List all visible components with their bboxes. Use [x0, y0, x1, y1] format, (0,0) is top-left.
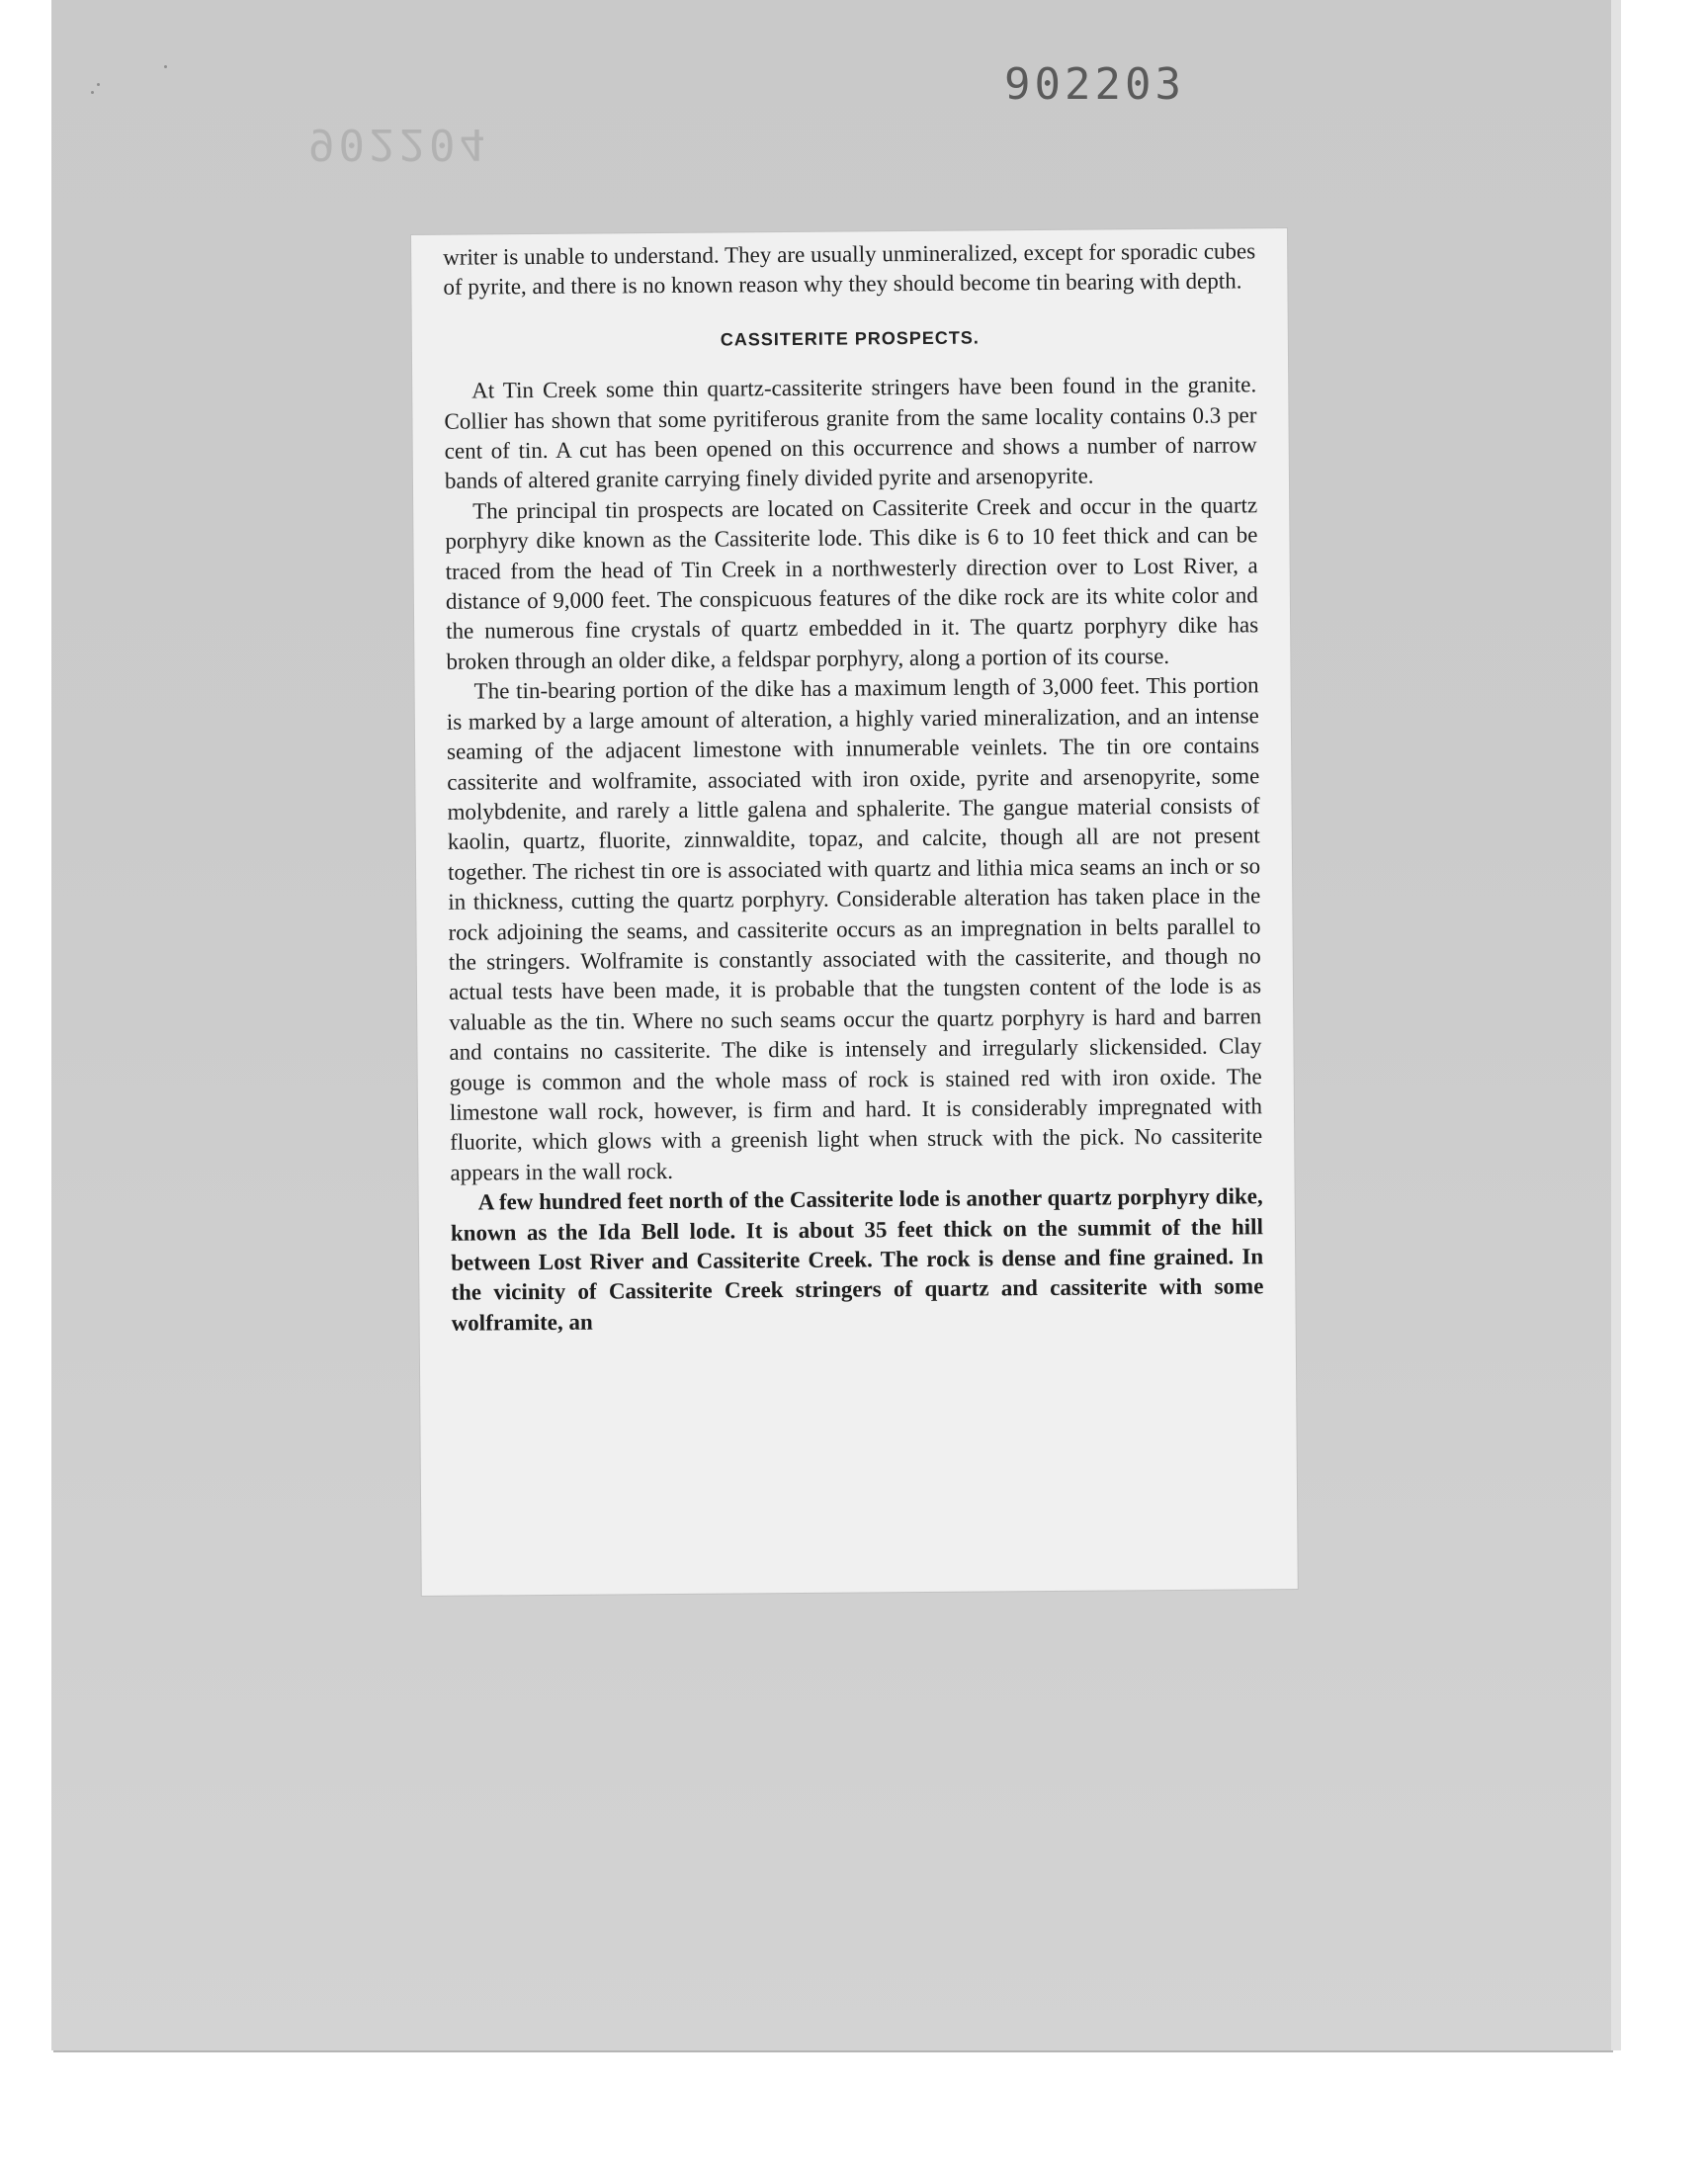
paragraph-ida-bell-lode: A few hundred feet north of the Cassiterite lode is another quartz porphyry dike, known as the Ida Bell lode. It is about 35 feet thick on the summit of the hill between Lost River and Cassiterite Creek. The rock is dense and fine grained. In the vicinity of Cassiterite Creek stringers of quartz and cassiterite with some wolframite, an [450, 1183, 1264, 1336]
paragraph-tin-creek: At Tin Creek some thin quartz-cassiterite stringers have been found in the granite. Collier has shown that some pyritiferous granite from the same locality contains 0.3 per cent of tin. A cut has been opened on this occurrence and shows a number of narrow bands of altered granite carrying finely divided pyrite and arsenopyrite. [444, 372, 1257, 494]
document-number-stamp: 902203 [1004, 59, 1185, 110]
dust-speck [97, 83, 100, 86]
dust-speck [164, 65, 167, 68]
clipping-body [443, 236, 1264, 1339]
sheet-edge [1611, 0, 1621, 2050]
intro-paragraph: writer is unable to understand. They are usually unmineralized, except for sporadic cubes of pyrite, and there is no known reason why they should become tin bearing with depth. [443, 238, 1256, 301]
text-clipping [411, 228, 1298, 1596]
dust-speck [91, 91, 94, 94]
section-heading: CASSITERITE PROSPECTS. [720, 327, 980, 350]
paragraph-tin-bearing-portion: The tin-bearing portion of the dike has a maximum length of 3,000 feet. This portion is marked by a large amount of alteration, a highly varied mineralization, and an intense seaming of the adjacent limestone with innumerable veinlets. The tin ore contains cassiterite and wolframite, associated with iron oxide, pyrite and arsenopyrite, some molybdenite, and rarely a little galena and sphalerite. The gangue material consists of kaolin, quartz, fluorite, zinnwaldite, topaz, and calcite, though all are not present together. The richest tin ore is associated with quartz and lithia mica seams an inch or so in thickness, cutting the quartz porphyry. Considerable alteration has taken place in the rock adjoining the seams, and cassiterite occurs as an impregnation in belts parallel to the stringers. Wolframite is constantly associated with the cassiterite, and though no actual tests have been made, it is probable that the tungsten content of the lode is as valuable as the tin. Where no such seams occur the quartz porphyry is hard and barren and contains no cassiterite. The dike is intensely and irregularly slickensided. Clay gouge is common and the whole mass of rock is stained red with iron oxide. The limestone wall rock, however, is firm and hard. It is considerably impregnated with fluorite, which glows with a greenish light when struck with the pick. No cassiterite appears in the wall rock. [446, 672, 1263, 1185]
paragraph-principal-prospects: The principal tin prospects are located on Cassiterite Creek and occur in the quartz porphyry dike known as the Cassiterite lode. This dike is 6 to 10 feet thick and can be traced from the head of Tin Creek in a northwesterly direction over to Lost River, a distance of 9,000 feet. The conspicuous features of the dike rock are its white color and the numerous fine crystals of quartz embedded in it. The quartz porphyry dike has broken through an older dike, a feldspar porphyry, along a portion of its course. [445, 492, 1259, 674]
bottom-margin [0, 2086, 1708, 2175]
document-number-bleed-through: 902204 [308, 119, 489, 169]
